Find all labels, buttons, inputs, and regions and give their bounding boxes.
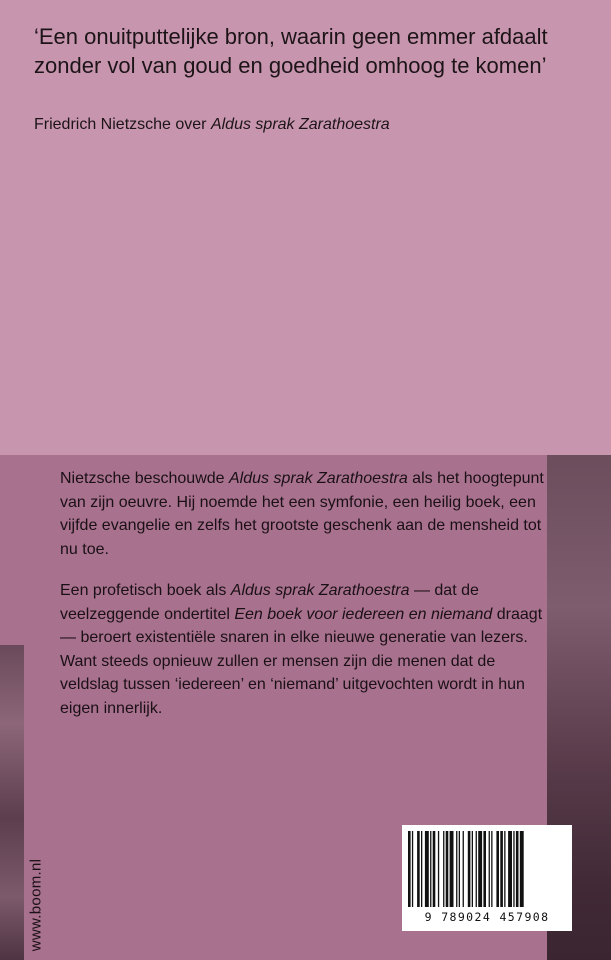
- barcode-bar: [425, 831, 429, 907]
- barcode-bar: [483, 831, 486, 907]
- blurb-paragraph-2: [60, 579, 550, 720]
- barcode-bar: [443, 831, 444, 907]
- barcode-bar: [513, 831, 514, 907]
- text-run: als het hoogtepunt van zijn oeuvre. Hij noemde het een symfonie, een heilig boek, een vijfde evangelie en zelfs het grootste geschenk aan de mensheid tot nu toe.: [60, 470, 544, 558]
- barcode-bar: [417, 831, 420, 907]
- barcode-bar: [412, 831, 413, 907]
- text-run: draagt — beroert existentiële snaren in elke nieuwe generatie van lezers. Want steeds opnieuw zullen er mensen zijn die menen dat de veldslag tussen ‘iedereen’ en ‘niemand’ uitgevochten wordt in hun eigen innerlijk.: [60, 605, 543, 717]
- attribution-book-title: Aldus sprak Zarathoestra: [210, 116, 390, 133]
- barcode-bar: [489, 831, 490, 907]
- barcode-bar: [472, 831, 473, 907]
- blurb-paragraph-1: [60, 467, 550, 561]
- barcode-bar: [478, 831, 482, 907]
- book-title: Aldus sprak Zarathoestra: [230, 582, 410, 599]
- barcode-bar: [520, 831, 524, 907]
- publisher-url[interactable]: [21, 860, 51, 950]
- text-run: — dat de veelzeggende ondertitel: [60, 582, 479, 623]
- top-panel: [0, 0, 611, 455]
- text-run: Nietzsche beschouwde: [60, 470, 229, 487]
- barcode-bar: [508, 831, 512, 907]
- barcode-bar: [438, 831, 439, 907]
- barcode-bar: [456, 831, 457, 907]
- barcode-bar: [496, 831, 499, 907]
- barcode-bar: [463, 831, 464, 907]
- barcode-bar: [408, 831, 411, 907]
- barcode-bar: [433, 831, 436, 907]
- barcode-bar: [446, 831, 449, 907]
- attribution-author: Friedrich Nietzsche over: [34, 116, 207, 133]
- barcode-bar: [500, 831, 503, 907]
- text-run: Een profetisch boek als: [60, 582, 231, 599]
- barcode-bar: [421, 831, 422, 907]
- isbn-number: 9 789024 457908: [424, 910, 550, 924]
- barcode-bar: [516, 831, 519, 907]
- barcode-bar: [459, 831, 460, 907]
- barcode-bar: [468, 831, 471, 907]
- isbn-barcode: [402, 825, 572, 931]
- barcode-bar: [430, 831, 431, 907]
- pull-quote: ‘Een onuitputtelijke bron, waarin geen emmer afdaalt zonder vol van goud en goedheid omhoog te komen’: [34, 24, 548, 78]
- barcode-bar: [504, 831, 505, 907]
- barcode-bar: [450, 831, 454, 907]
- barcode-bar: [476, 831, 477, 907]
- book-title: Aldus sprak Zarathoestra: [228, 470, 408, 487]
- quote-attribution: [34, 114, 594, 135]
- publisher-url-text[interactable]: www.boom.nl: [27, 858, 45, 952]
- book-subtitle: Een boek voor iedereen en niemand: [234, 605, 493, 623]
- barcode-bar: [491, 831, 492, 907]
